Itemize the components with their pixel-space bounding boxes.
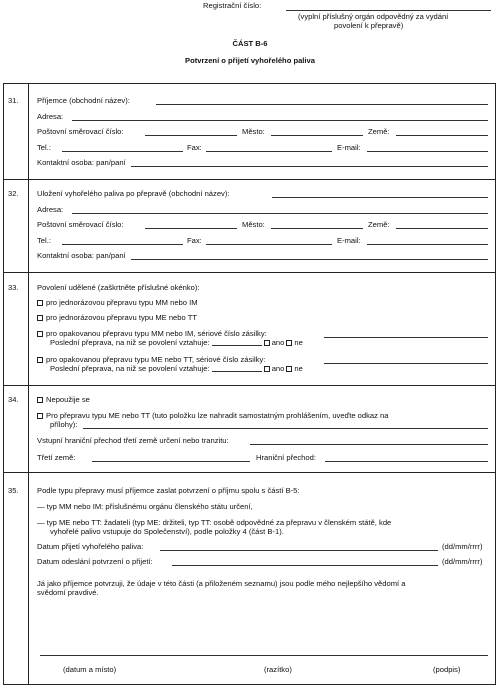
option-not-used[interactable]	[37, 395, 90, 404]
option-label: Nepoužije se	[46, 395, 90, 404]
yes-label: ano	[271, 364, 285, 373]
last-shipment-line	[50, 338, 303, 347]
last-shipment-label: Poslední přeprava, na niž se povolení vztahuje:	[50, 364, 210, 373]
section-number: 34.	[8, 395, 19, 404]
fax-field[interactable]	[206, 244, 332, 245]
contact-label: Kontaktní osoba: pan/paní	[37, 158, 126, 167]
fax-label: Fax:	[187, 236, 202, 245]
address-field[interactable]	[72, 120, 488, 121]
declaration-2: svědomí pravdivé.	[37, 588, 99, 597]
date-format-hint: (dd/mm/rrrr)	[442, 542, 483, 551]
storage-field[interactable]	[272, 197, 488, 198]
tel-field[interactable]	[62, 151, 183, 152]
checkbox-icon[interactable]	[286, 366, 292, 372]
option-label: pro jednorázovou přepravu typu ME nebo TT	[46, 313, 197, 322]
city-field[interactable]	[271, 135, 363, 136]
postcode-field[interactable]	[145, 135, 237, 136]
contact-label: Kontaktní osoba: pan/paní	[37, 251, 126, 260]
country-label: Země:	[368, 220, 390, 229]
serial-number-field[interactable]	[324, 363, 488, 364]
registration-note-1: (vyplní příslušný orgán odpovědný za vydání	[298, 12, 449, 21]
checkbox-icon[interactable]	[264, 366, 270, 372]
checkbox-icon[interactable]	[37, 300, 43, 306]
third-country-label: Třetí země:	[37, 453, 76, 462]
postcode-field[interactable]	[145, 228, 237, 229]
fax-field[interactable]	[206, 151, 332, 152]
option-me-tt[interactable]	[37, 411, 389, 420]
receipt-intro: Podle typu přepravy musí příjemce zaslat potvrzení o příjmu spolu s částí B-5:	[37, 486, 300, 495]
postcode-label: Poštovní směrovací číslo:	[37, 127, 124, 136]
declaration-1: Já jako příjemce potvrzuji, že údaje v této části (a přiloženém seznamu) jsou podle mého nejlepšího vědomí a	[37, 579, 406, 588]
option-label: Pro přepravu typu ME nebo TT (tuto položku lze nahradit samostatným prohlášením, uveďte odkaz na	[46, 411, 389, 420]
option-repeat-mm-im[interactable]	[37, 329, 267, 338]
tel-label: Tel.:	[37, 143, 51, 152]
city-label: Město:	[242, 220, 265, 229]
checkbox-icon[interactable]	[37, 357, 43, 363]
checkbox-icon[interactable]	[37, 413, 43, 419]
date-received-label: Datum přijetí vyhořelého paliva:	[37, 542, 144, 551]
checkbox-icon[interactable]	[37, 331, 43, 337]
recipient-field[interactable]	[156, 104, 488, 105]
yes-label: ano	[271, 338, 285, 347]
email-label: E-mail:	[337, 236, 361, 245]
contact-field[interactable]	[131, 259, 488, 260]
registration-number-field[interactable]	[286, 10, 491, 11]
email-field[interactable]	[367, 244, 488, 245]
no-label: ne	[294, 338, 303, 347]
number-column-divider	[28, 83, 29, 685]
bullet-me-tt-2: vyhořelé palivo vstupuje do Společenství), podle položky 4 (část B-1).	[50, 527, 284, 536]
registration-label: Registrační číslo:	[203, 1, 262, 10]
attachment-reference-field[interactable]	[83, 428, 488, 429]
checkbox-icon[interactable]	[37, 397, 43, 403]
country-field[interactable]	[396, 228, 488, 229]
address-field[interactable]	[72, 213, 488, 214]
checkbox-icon[interactable]	[286, 340, 292, 346]
registration-note-2: povolení k přepravě)	[334, 21, 404, 30]
part-title: ČÁST B-6	[232, 39, 268, 48]
option-single-mm-im[interactable]	[37, 298, 198, 307]
fax-label: Fax:	[187, 143, 202, 152]
date-sent-field[interactable]	[172, 565, 438, 566]
email-label: E-mail:	[337, 143, 361, 152]
divider-33-34	[3, 385, 496, 386]
form-title: Potvrzení o přijetí vyhořelého paliva	[185, 56, 315, 65]
postcode-label: Poštovní směrovací číslo:	[37, 220, 124, 229]
no-label: ne	[294, 364, 303, 373]
authorization-intro: Povolení udělené (zaškrtněte příslušné okénko):	[37, 283, 200, 292]
last-shipment-field[interactable]	[212, 371, 262, 372]
checkbox-icon[interactable]	[37, 315, 43, 321]
sig-signature-label: (podpis)	[433, 665, 461, 674]
divider-34-35	[3, 472, 496, 473]
date-received-field[interactable]	[160, 550, 438, 551]
divider-31-32	[3, 179, 496, 180]
third-country-field[interactable]	[92, 461, 250, 462]
section-number: 32.	[8, 189, 19, 198]
country-label: Země:	[368, 127, 390, 136]
address-label: Adresa:	[37, 112, 64, 121]
option-single-me-tt[interactable]	[37, 313, 197, 322]
crossing-label: Hraniční přechod:	[256, 453, 316, 462]
date-sent-label: Datum odeslání potvrzení o přijetí:	[37, 557, 153, 566]
last-shipment-line	[50, 364, 303, 373]
option-label: pro opakovanou přepravu typu ME nebo TT, sériové číslo zásilky:	[46, 355, 266, 364]
last-shipment-label: Poslední přeprava, na niž se povolení vztahuje:	[50, 338, 210, 347]
storage-label: Uložení vyhořelého paliva po přepravě (obchodní název):	[37, 189, 230, 198]
bullet-me-tt-1: — typ ME nebo TT: žadateli (typ ME: držiteli, typ TT: osobě odpovědné za přepravu v členském státě, kde	[37, 518, 392, 527]
date-format-hint: (dd/mm/rrrr)	[442, 557, 483, 566]
option-me-tt-cont: přílohy):	[50, 420, 78, 429]
city-label: Město:	[242, 127, 265, 136]
border-label: Vstupní hraniční přechod třetí země určení nebo tranzitu:	[37, 436, 229, 445]
tel-label: Tel.:	[37, 236, 51, 245]
address-label: Adresa:	[37, 205, 64, 214]
recipient-label: Příjemce (obchodní název):	[37, 96, 130, 105]
option-label: pro jednorázovou přepravu typu MM nebo IM	[46, 298, 198, 307]
section-number: 31.	[8, 96, 19, 105]
email-field[interactable]	[367, 151, 488, 152]
section-number: 33.	[8, 283, 19, 292]
last-shipment-field[interactable]	[212, 345, 262, 346]
option-label: pro opakovanou přepravu typu MM nebo IM, sériové číslo zásilky:	[46, 329, 267, 338]
option-repeat-me-tt[interactable]	[37, 355, 265, 364]
crossing-field[interactable]	[325, 461, 488, 462]
contact-field[interactable]	[131, 166, 488, 167]
border-field[interactable]	[250, 444, 488, 445]
bullet-mm-im: — typ MM nebo IM: příslušnému orgánu členského státu určení,	[37, 502, 253, 511]
divider-32-33	[3, 272, 496, 273]
signature-line[interactable]	[40, 655, 488, 656]
checkbox-icon[interactable]	[264, 340, 270, 346]
sig-date-place-label: (datum a místo)	[63, 665, 117, 674]
sig-stamp-label: (razítko)	[264, 665, 292, 674]
tel-field[interactable]	[62, 244, 183, 245]
serial-number-field[interactable]	[324, 337, 488, 338]
section-number: 35.	[8, 486, 19, 495]
country-field[interactable]	[396, 135, 488, 136]
city-field[interactable]	[271, 228, 363, 229]
